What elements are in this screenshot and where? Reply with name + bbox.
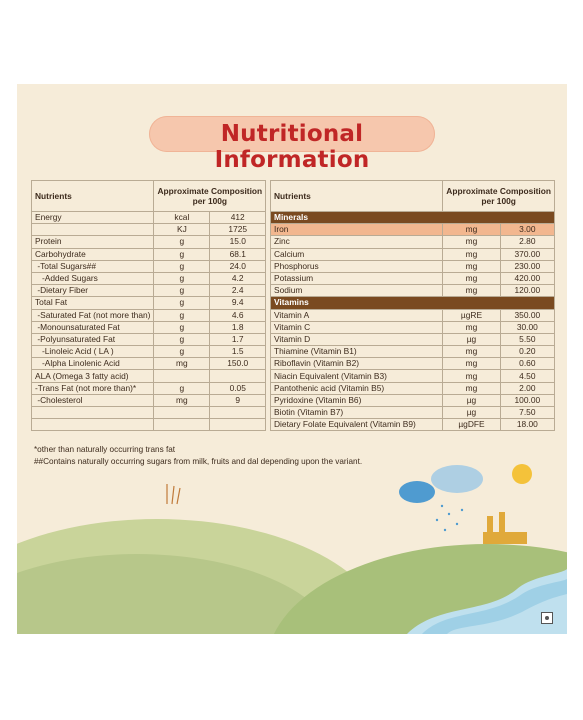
minerals-section-header-label: Minerals (271, 212, 555, 224)
table-row (32, 248, 266, 260)
nutrient-name: Total Fat (32, 297, 154, 309)
nutrient-value: 1.5 (210, 346, 266, 358)
nutrient-unit: mg (443, 358, 500, 370)
nutrient-value: 100.00 (500, 394, 554, 406)
header-composition (154, 181, 266, 212)
nutrient-value: 68.1 (210, 248, 266, 260)
table-row (271, 419, 555, 431)
nutrient-name: Thiamine (Vitamin B1) (271, 346, 443, 358)
nutrient-value: 18.00 (500, 419, 554, 431)
table-row (271, 272, 555, 284)
nutrient-value (210, 407, 266, 419)
veg-mark-icon (541, 612, 553, 624)
nutrient-name: -Monounsaturated Fat (32, 321, 154, 333)
nutrient-name: Calcium (271, 248, 443, 260)
nutrient-unit: g (154, 309, 210, 321)
page-title: Nutritional Information (214, 121, 370, 173)
micronutrients-table (270, 180, 555, 431)
nutrient-unit: g (154, 248, 210, 260)
cloud-icon (431, 465, 483, 493)
table-row (32, 358, 266, 370)
nutrient-unit: mg (443, 272, 500, 284)
table-row (271, 358, 555, 370)
nutrient-unit: mg (443, 370, 500, 382)
nutrient-unit: µg (443, 394, 500, 406)
table-row (271, 248, 555, 260)
factory-icon (483, 512, 527, 544)
nutrition-panel (17, 84, 567, 634)
nutrient-value: 120.00 (500, 285, 554, 297)
nutrient-name: Potassium (271, 272, 443, 284)
nutrient-value: 370.00 (500, 248, 554, 260)
nutrient-value: 150.0 (210, 358, 266, 370)
table-header (271, 181, 555, 212)
nutrient-name: -Cholesterol (32, 394, 154, 406)
table-row (32, 272, 266, 284)
nutrient-unit: mg (443, 224, 500, 236)
sun-icon (512, 464, 532, 484)
nutrient-unit: mg (154, 358, 210, 370)
table-row (271, 224, 555, 236)
nutrient-name: Sodium (271, 285, 443, 297)
macronutrients-table (31, 180, 266, 431)
nutrient-unit: µgDFE (443, 419, 500, 431)
header-composition-line1: Approximate Composition (446, 185, 551, 196)
table-row (271, 407, 555, 419)
nutrient-unit: mg (443, 285, 500, 297)
nutrient-value (210, 370, 266, 382)
table-header (32, 181, 266, 212)
nutrient-value: 5.50 (500, 333, 554, 345)
nutrient-unit: g (154, 236, 210, 248)
nutrient-name: -Trans Fat (not more than)* (32, 382, 154, 394)
table-row (32, 309, 266, 321)
nutrient-value: 1.8 (210, 321, 266, 333)
table-row (271, 382, 555, 394)
table-row (32, 260, 266, 272)
table-row (32, 333, 266, 345)
nutrient-unit: µg (443, 407, 500, 419)
nutrient-name: Zinc (271, 236, 443, 248)
nutrient-unit: µgRE (443, 309, 500, 321)
nutrient-value: 2.4 (210, 285, 266, 297)
nutrient-unit: mg (443, 321, 500, 333)
table-row (32, 346, 266, 358)
nutrient-name: -Linoleic Acid ( LA ) (32, 346, 154, 358)
nutrient-value: 4.2 (210, 272, 266, 284)
nutrient-value: 0.05 (210, 382, 266, 394)
nutrient-unit: g (154, 260, 210, 272)
nutrient-name: ALA (Omega 3 fatty acid) (32, 370, 154, 382)
nutrient-value (210, 419, 266, 431)
vitamins-section-header (271, 297, 555, 309)
nutrient-unit: mg (443, 248, 500, 260)
nutrient-name: Protein (32, 236, 154, 248)
nutrient-name: Carbohydrate (32, 248, 154, 260)
nutrient-name: Vitamin A (271, 309, 443, 321)
nutrient-unit: mg (443, 260, 500, 272)
nutrient-unit: mg (443, 346, 500, 358)
nutrient-value: 24.0 (210, 260, 266, 272)
nutrient-unit: KJ (154, 224, 210, 236)
nutrient-unit: µg (443, 333, 500, 345)
nutrient-value: 30.00 (500, 321, 554, 333)
table-row (32, 212, 266, 224)
nutrient-value: 3.00 (500, 224, 554, 236)
table-row (32, 394, 266, 406)
nutrient-value: 350.00 (500, 309, 554, 321)
nutrient-value: 4.50 (500, 370, 554, 382)
header-composition (443, 181, 555, 212)
table-row (271, 346, 555, 358)
nutrient-name: -Added Sugars (32, 272, 154, 284)
header-composition-line1: Approximate Composition (157, 185, 263, 196)
nutrient-name: -Alpha Linolenic Acid (32, 358, 154, 370)
rain-icon (436, 505, 463, 531)
header-composition-line2: per 100g (192, 196, 228, 206)
table-row (271, 260, 555, 272)
nutrient-name: Vitamin C (271, 321, 443, 333)
table-row (271, 309, 555, 321)
nutrient-value: 9 (210, 394, 266, 406)
nutrient-unit (154, 407, 210, 419)
nutrient-value: 230.00 (500, 260, 554, 272)
nutrient-name: -Saturated Fat (not more than) (32, 309, 154, 321)
nutrient-name (32, 419, 154, 431)
nutrient-value: 2.80 (500, 236, 554, 248)
table-row (32, 321, 266, 333)
cloud-icon (399, 481, 435, 503)
table-row (32, 382, 266, 394)
footnote-sugars: ##Contains naturally occurring sugars from milk, fruits and dal depending upon the variant. (34, 457, 363, 466)
table-row (271, 285, 555, 297)
nutrient-unit: g (154, 346, 210, 358)
nutrient-name (32, 407, 154, 419)
nutrient-value: 15.0 (210, 236, 266, 248)
table-row (32, 285, 266, 297)
nutrient-name: Biotin (Vitamin B7) (271, 407, 443, 419)
table-row (271, 236, 555, 248)
table-row (32, 419, 266, 431)
table-row (271, 370, 555, 382)
nutrient-name: Pantothenic acid (Vitamin B5) (271, 382, 443, 394)
nutrient-value: 420.00 (500, 272, 554, 284)
vitamins-section-header-label: Vitamins (271, 297, 555, 309)
table-row (32, 370, 266, 382)
table-row (271, 394, 555, 406)
nutrient-name: -Polyunsaturated Fat (32, 333, 154, 345)
table-row (271, 333, 555, 345)
nutrient-name: -Dietary Fiber (32, 285, 154, 297)
nutrient-unit: g (154, 382, 210, 394)
header-composition-line2: per 100g (481, 196, 516, 206)
nutrient-value: 2.00 (500, 382, 554, 394)
footnote-trans-fat: *other than naturally occurring trans fat (34, 445, 176, 454)
nutrient-value: 4.6 (210, 309, 266, 321)
table-row (32, 407, 266, 419)
nutrient-name: Pyridoxine (Vitamin B6) (271, 394, 443, 406)
nutrient-name: Iron (271, 224, 443, 236)
nutrient-value: 7.50 (500, 407, 554, 419)
nutrient-value: 0.20 (500, 346, 554, 358)
nutrient-value: 9.4 (210, 297, 266, 309)
nutrient-name: -Total Sugars## (32, 260, 154, 272)
table-row (32, 224, 266, 236)
header-nutrients: Nutrients (32, 181, 154, 212)
nutrient-unit: mg (443, 236, 500, 248)
nutrient-name: Phosphorus (271, 260, 443, 272)
table-row (32, 236, 266, 248)
nutrient-unit (154, 419, 210, 431)
nutrient-unit: kcal (154, 212, 210, 224)
nutrient-unit: mg (154, 394, 210, 406)
nutrient-value: 1.7 (210, 333, 266, 345)
nutrient-unit: g (154, 321, 210, 333)
nutrient-name: Riboflavin (Vitamin B2) (271, 358, 443, 370)
nutrient-unit: mg (443, 382, 500, 394)
nutrient-unit: g (154, 272, 210, 284)
nutrient-name: Niacin Equivalent (Vitamin B3) (271, 370, 443, 382)
nutrient-unit (154, 370, 210, 382)
nutrient-value: 412 (210, 212, 266, 224)
header-nutrients: Nutrients (271, 181, 443, 212)
nutrient-name (32, 224, 154, 236)
nutrient-name: Energy (32, 212, 154, 224)
nutrient-unit: g (154, 285, 210, 297)
table-row (271, 321, 555, 333)
nutrient-name: Vitamin D (271, 333, 443, 345)
title-banner (149, 116, 435, 173)
nutrient-unit: g (154, 297, 210, 309)
minerals-section-header (271, 212, 555, 224)
nutrient-value: 1725 (210, 224, 266, 236)
landscape-illustration (17, 464, 567, 634)
nutrient-unit: g (154, 333, 210, 345)
table-row (32, 297, 266, 309)
nutrient-name: Dietary Folate Equivalent (Vitamin B9) (271, 419, 443, 431)
nutrient-value: 0.60 (500, 358, 554, 370)
wheat-icon (167, 484, 180, 504)
